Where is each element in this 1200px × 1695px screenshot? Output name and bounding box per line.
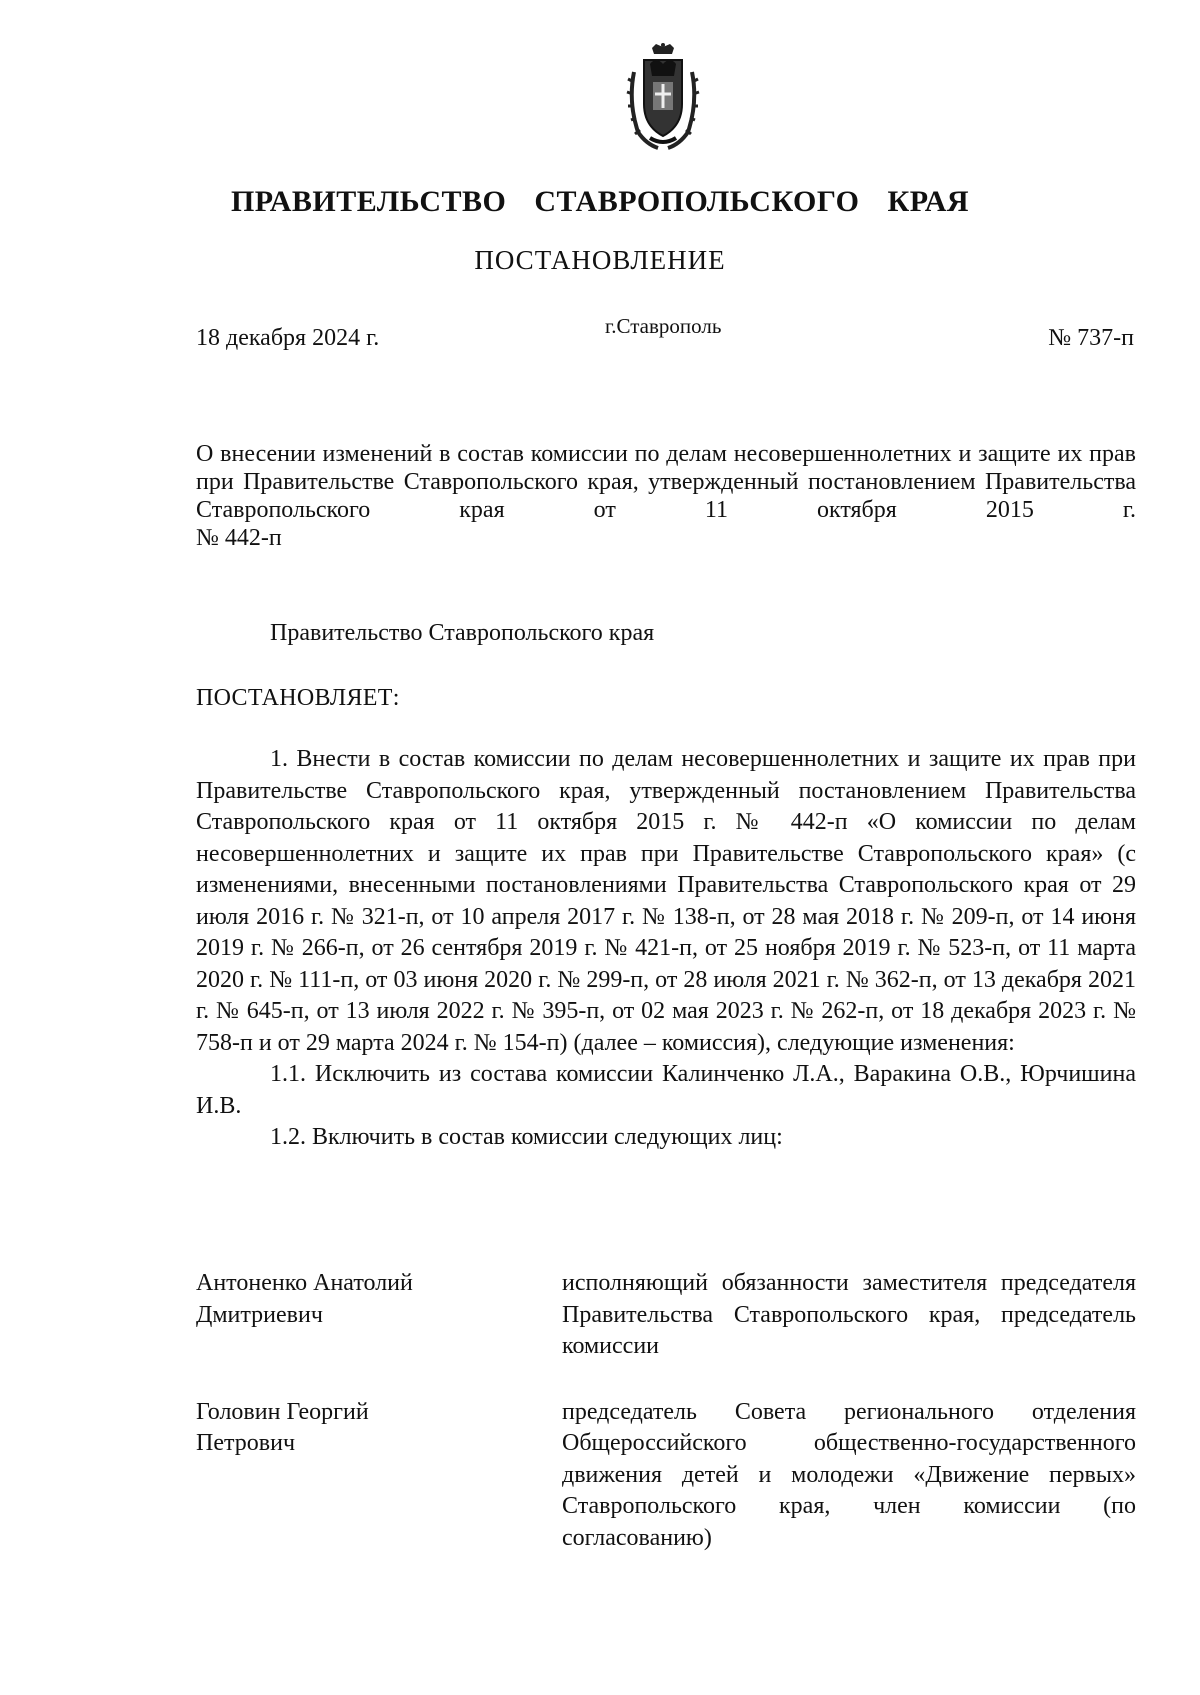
document-type: ПОСТАНОВЛЕНИЕ	[474, 245, 726, 275]
member-role: председатель Совета регионального отделения Общероссийского общественно-государственного движения детей и молодежи «Движение первых» Ставропольского края, член комиссии (по согласованию)	[562, 1398, 1136, 1551]
member-row	[196, 1397, 1136, 1555]
subject-last-line: № 442-п	[196, 525, 282, 551]
preamble: Правительство Ставропольского края	[270, 620, 655, 646]
paragraph-1: 1. Внести в состав комиссии по делам несовершеннолетних и защите их прав при Правительстве Ставропольского края, утвержденный постановлением Правительства Ставропольского края от 11 октября 2015 г. № 442-п «О комиссии по делам несовершеннолетних и защите их прав при Правительстве Ставропольского края» (с изменениями, внесенными постановлениями Правительства Ставропольского края от 29 июля 2016 г. № 321-п, от 10 апреля 2017 г. № 138-п, от 28 мая 2018 г. № 209-п, от 14 июня 2019 г. № 266-п, от 26 сентября 2019 г. № 421-п, от 25 ноября 2019 г. № 523-п, от 11 марта 2020 г. № 111-п, от 03 июня 2020 г. № 299-п, от 28 июля 2021 г. № 362-п, от 13 декабря 2021 г. № 645-п, от 13 июля 2022 г. № 395-п, от 02 мая 2023 г. № 262-п, от 18 декабря 2023 г. № 758-п и от 29 марта 2024 г. № 154-п) (далее – комиссия), следующие изменения:	[196, 746, 1136, 1056]
document-number: № 737-п	[1048, 325, 1134, 351]
member-row	[196, 1268, 1136, 1363]
member-name	[196, 1268, 562, 1363]
member-name-line2: Дмитриевич	[196, 1301, 323, 1328]
member-role: исполняющий обязанности заместителя председателя Правительства Ставропольского края, председатель комиссии	[562, 1270, 1136, 1359]
body-text	[196, 744, 1136, 1154]
coat-of-arms-icon	[624, 42, 702, 152]
paragraph-1-2: 1.2. Включить в состав комиссии следующих лиц:	[270, 1124, 783, 1150]
member-name-line1: Головин Георгий	[196, 1398, 369, 1425]
government-title: ПРАВИТЕЛЬСТВО СТАВРОПОЛЬСКОГО КРАЯ	[230, 185, 970, 218]
document-subject	[196, 440, 1136, 552]
member-name-line2: Петрович	[196, 1430, 296, 1456]
member-name	[196, 1397, 562, 1555]
paragraph-1-1: 1.1. Исключить из состава комиссии Калинченко Л.А., Варакина О.В., Юрчишина И.В.	[196, 1061, 1136, 1119]
member-name-line1: Антоненко Анатолий	[196, 1270, 413, 1296]
document-date: 18 декабря 2024 г.	[196, 325, 380, 351]
resolves-heading: ПОСТАНОВЛЯЕТ:	[196, 685, 400, 711]
document-city: г.Ставрополь	[605, 314, 722, 338]
subject-main: О внесении изменений в состав комиссии по делам несовершеннолетних и защите их прав при Правительстве Ставропольского края, утвержденный постановлением Правительства Ставропольского края от 11 октября 2015 г.	[196, 441, 1136, 523]
members-list	[196, 1268, 1136, 1588]
